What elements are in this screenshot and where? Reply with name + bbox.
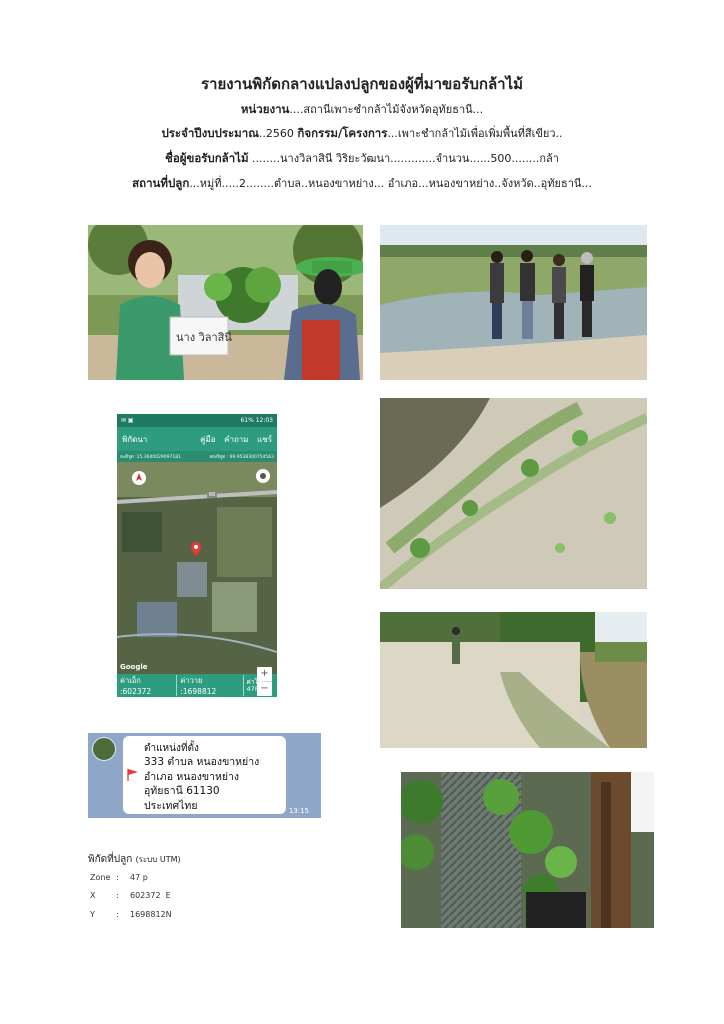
gps-app-screenshot: [117, 414, 277, 697]
status-battery-time: 61% 12:03: [240, 417, 273, 424]
latitude-text: ละติจูด :15.3640029097181: [120, 455, 181, 460]
location-share-card: [88, 733, 321, 818]
zone-row: Zone : 47 p: [90, 873, 148, 882]
agency-value: ....สถานีเพาะชำกล้าไม้จังหวัดอุทัยธานี...: [289, 103, 484, 116]
avatar: [92, 737, 116, 761]
road-label: 66: [209, 492, 216, 498]
photo-nursery: [401, 772, 654, 928]
activity-label: กิจกรรม/โครงการ: [297, 126, 388, 140]
share-button[interactable]: แชร์: [257, 434, 272, 444]
latlon-bar: [117, 451, 277, 462]
agency-line: [0, 100, 724, 119]
location-flag-icon: [126, 768, 140, 782]
y-label: Y: [90, 910, 95, 919]
recipient-value: ........นางวิลาสินี วิริยะวัฒนา.............จำนวน......500........กล้า: [248, 152, 559, 165]
app-title: พิกัดนา: [122, 434, 148, 444]
utm-zone-readout: ค่าโซน : 47P: [246, 677, 272, 693]
activity-value: ...เพาะชำกล้าไม้เพื่อเพิ่มพื้นที่สีเขียว..: [387, 127, 563, 140]
report-title: รายงานพิกัดกลางแปลงปลูกของผู้ที่มาขอรับกล้าไม้: [200, 75, 524, 93]
x-label: X: [90, 891, 96, 900]
location-heading: ตำแหน่งที่ตั้ง: [144, 743, 199, 754]
budget-value: ..2560: [258, 127, 298, 140]
location-address: [144, 755, 259, 813]
coordinates-system: (ระบบ UTM): [135, 855, 181, 864]
notification-icons: ✉ ▣: [121, 417, 134, 424]
phone-status-bar: [117, 414, 277, 427]
y-value: 1698812N: [130, 910, 172, 919]
photo-group-at-pond: [380, 225, 647, 380]
utm-y-readout: ค่าวาย :1698812: [177, 675, 243, 696]
agency-label: หน่วยงาน: [240, 102, 290, 116]
zone-value: 47 p: [130, 873, 148, 882]
site-value: ...หมู่ที่.....2........ตำบล..หนองขาหย่าง... อำเภอ...หนองขาหย่าง..จังหวัด..อุทัยธานี...: [189, 177, 592, 190]
coordinates-heading: พิกัดที่ปลูก: [88, 854, 133, 865]
qa-button[interactable]: คำถาม: [224, 434, 249, 444]
site-line: [0, 174, 724, 193]
message-time: 13:15: [288, 807, 309, 815]
sign-text: นาง วิลาสินี: [176, 331, 232, 344]
recipient-label: ชื่อผู้ขอรับกล้าไม้: [165, 151, 249, 165]
recipient-line: [0, 149, 724, 168]
location-pin-icon: [191, 542, 201, 556]
google-logo: Google: [120, 663, 148, 671]
coordinates-title: [88, 852, 181, 867]
zone-label: Zone: [90, 873, 111, 882]
app-toolbar: [117, 427, 277, 451]
zoom-out-button[interactable]: −: [257, 681, 272, 696]
photo-seedling-handover: [88, 225, 363, 380]
x-value: 602372 E: [130, 891, 171, 900]
address-line-2: อำเภอ หนองขาหย่าง: [144, 770, 240, 783]
y-row: Y : 1698812N: [90, 910, 172, 919]
budget-label: ประจำปีงบประมาณ: [161, 126, 259, 140]
longitude-text: ลองจิจูด : 99.9538300754563: [209, 455, 274, 460]
photo-planted-bank: [380, 398, 647, 589]
budget-line: [0, 124, 724, 143]
address-line-3: อุทัยธานี 61130: [144, 785, 220, 797]
address-line-4: ประเทศไทย: [144, 799, 198, 812]
guide-button[interactable]: คู่มือ: [200, 434, 216, 444]
utm-readout-bar: [117, 674, 277, 697]
utm-x-readout: ค่าเอ็ก :602372: [117, 675, 177, 696]
address-line-1: 333 ตำบล หนองขาหย่าง: [144, 756, 260, 768]
site-label: สถานที่ปลูก: [132, 176, 190, 190]
x-row: X : 602372 E: [90, 891, 171, 900]
photo-pond-edge: [380, 612, 647, 748]
zoom-in-button[interactable]: +: [260, 668, 269, 679]
